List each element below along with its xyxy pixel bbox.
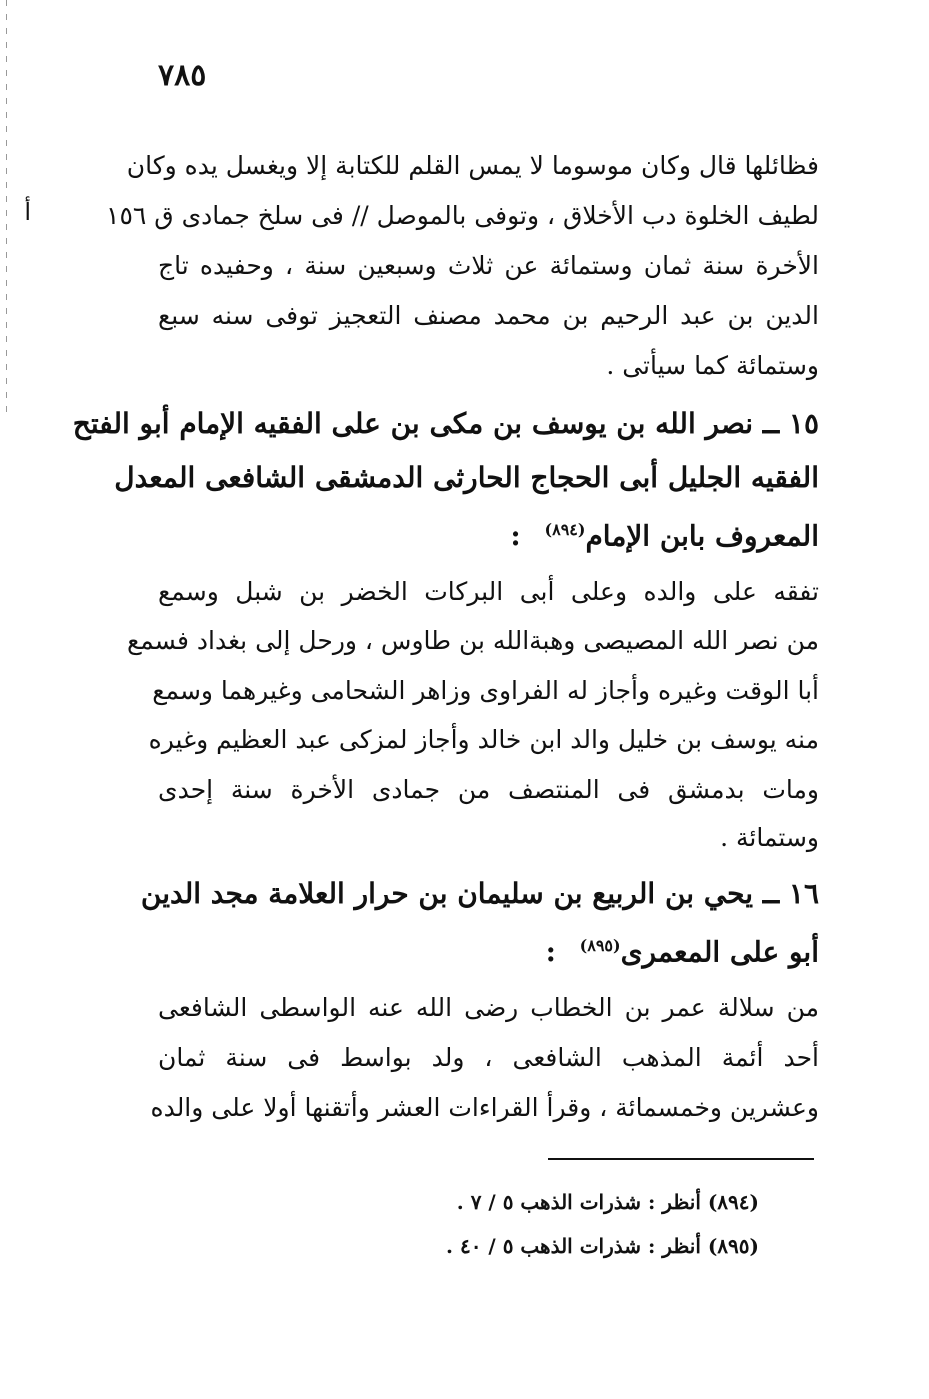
body-line: أحد أئمة المذهب الشافعى ، ولد بواسط فى سنة ثمان [158,1043,819,1072]
entry-heading-line: الفقيه الجليل أبى الحجاج الحارثى الدمشقى الشافعى المعدل [114,461,819,494]
body-line: الدين بن عبد الرحيم بن محمد مصنف التعجيز توفى سنه سبع [158,301,819,330]
entry-heading-text: أبو على المعمرى [620,935,819,969]
body-line: وعشرين وخمسمائة ، وقرأ القراءات العشر وأتقنها أولا على والده [150,1093,819,1122]
page-number: ٧٨٥ [158,58,207,93]
entry-heading-line: ١٥ ــ نصر الله بن يوسف بن مكى بن على الفقيه الإمام أبو الفتح [72,407,819,440]
body-line: وستمائة . [720,823,819,852]
footnote: (٨٩٤) أنظر : شذرات الذهب ٥ / ٧ . [456,1190,759,1214]
body-line: الأخرة سنة ثمان وستمائة عن ثلاث وسبعين سنة ، وحفيده تاج [158,251,819,280]
heading-colon: : [545,935,556,969]
entry-heading-line [546,930,819,968]
body-line: من نصر الله المصيصى وهبةالله بن طاوس ، ورحل إلى بغداد فسمع [126,626,819,655]
body-line: منه يوسف بن خليل والد ابن خالد وأجاز لمزكى عبد العظيم وغيره [148,725,819,754]
entry-heading-text: المعروف بابن الإمام [585,519,819,553]
footnote-reference: (٨٩٤) [544,520,586,539]
heading-colon: : [510,519,521,553]
body-line: لطيف الخلوة دب الأخلاق ، وتوفى بالموصل // فى سلخ جمادى ق ١٥٦ [106,201,819,230]
body-line: وستمائة كما سيأتى . [606,351,819,380]
footnote-reference: (٨٩٥) [579,936,621,955]
body-line: أبا الوقت وغيره وأجاز له الفراوى وزاهر الشحامى وغيرهما وسمع [152,676,819,705]
page-edge-mark [6,0,7,420]
footnote: (٨٩٥) أنظر : شذرات الذهب ٥ / ٤٠ . [446,1234,759,1258]
entry-heading-line [510,514,819,552]
body-line: تفقه على والده وعلى أبى البركات الخضر بن شبل وسمع [158,577,819,606]
body-line: ومات بدمشق فى المنتصف من جمادى الأخرة سنة إحدى [158,775,819,804]
entry-heading-line: ١٦ ــ يحي بن الربيع بن سليمان بن حرار العلامة مجد الدين [140,877,819,910]
footnote-separator [548,1158,814,1160]
body-line: من سلالة عمر بن الخطاب رضى الله عنه الواسطى الشافعى [158,993,819,1022]
body-line: فظائلها قال وكان موسوما لا يمس القلم للكتابة إلا ويغسل يده وكان [126,151,819,180]
margin-note: أ [24,198,31,226]
